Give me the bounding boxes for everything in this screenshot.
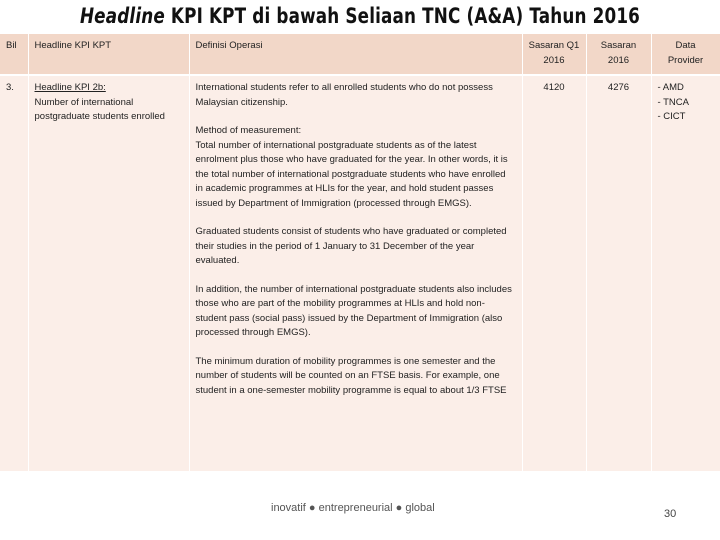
measurement-text: Total number of international postgraduate students as of the latest enrolment plus those who have graduated for the year. In other words, it is the total number of international postgraduate students who have enrolled in academic programmes at HLIs for the year, and hold student passes issued by Department of Immigration (processed through EMGS). xyxy=(195,139,508,209)
provider-list xyxy=(658,81,714,125)
header-sasaran-q1: Sasaran Q1 2016 xyxy=(522,34,586,75)
provider-item: - CICT xyxy=(657,111,686,122)
header-kpi: Headline KPI KPT xyxy=(28,34,189,75)
table-row xyxy=(0,75,720,471)
cell-definisi xyxy=(189,75,522,471)
header-sasaran-2016: Sasaran 2016 xyxy=(586,34,651,75)
header-data-provider: Data Provider xyxy=(651,34,720,75)
mobility-paragraph: In addition, the number of international postgraduate students also includes those who are part of the mobility programmes at HLIs and hold non-student pass (social pass) issued by the Department of Immigration (also processed through EMGS). xyxy=(195,283,512,338)
header-definisi: Definisi Operasi xyxy=(189,34,522,75)
cell-sasaran-q1: 4120 xyxy=(522,75,586,471)
page-number: 30 xyxy=(664,508,677,520)
measurement-method xyxy=(196,124,516,211)
kpi-table xyxy=(0,34,720,471)
cell-bil: 3. xyxy=(0,75,28,471)
cell-kpi xyxy=(28,75,189,471)
kpi-description: Number of international postgraduate students enrolled xyxy=(34,96,165,122)
provider-item: - TNCA xyxy=(657,96,689,108)
header-bil: Bil xyxy=(0,34,28,75)
cell-data-provider xyxy=(651,75,720,471)
table-header-row xyxy=(0,34,720,75)
title-lead: Headline xyxy=(79,4,165,28)
page-title xyxy=(72,4,648,32)
graduated-paragraph: Graduated students consist of students who have graduated or completed their studies in the period of 1 January to 31 December of the year evaluated. xyxy=(195,226,507,266)
footer-tagline: inovatif ● entrepreneurial ● global xyxy=(271,502,435,514)
title-rest: KPI KPT di bawah Seliaan TNC (A&A) Tahun 2016 xyxy=(164,4,641,28)
cell-sasaran-2016: 4276 xyxy=(586,75,651,471)
duration-paragraph: The minimum duration of mobility programmes is one semester and the number of students will be counted on an FTSE basis. For example, one student in a one-semester mobility programme is equal to about 1/3 FTSE xyxy=(195,355,507,396)
provider-item: - AMD xyxy=(657,82,684,93)
kpi-reference: Headline KPI 2b: xyxy=(34,82,106,93)
measurement-label: Method of measurement: xyxy=(195,125,302,136)
definition-paragraph: International students refer to all enrolled students who do not possess Malaysian citizenship. xyxy=(195,82,493,108)
